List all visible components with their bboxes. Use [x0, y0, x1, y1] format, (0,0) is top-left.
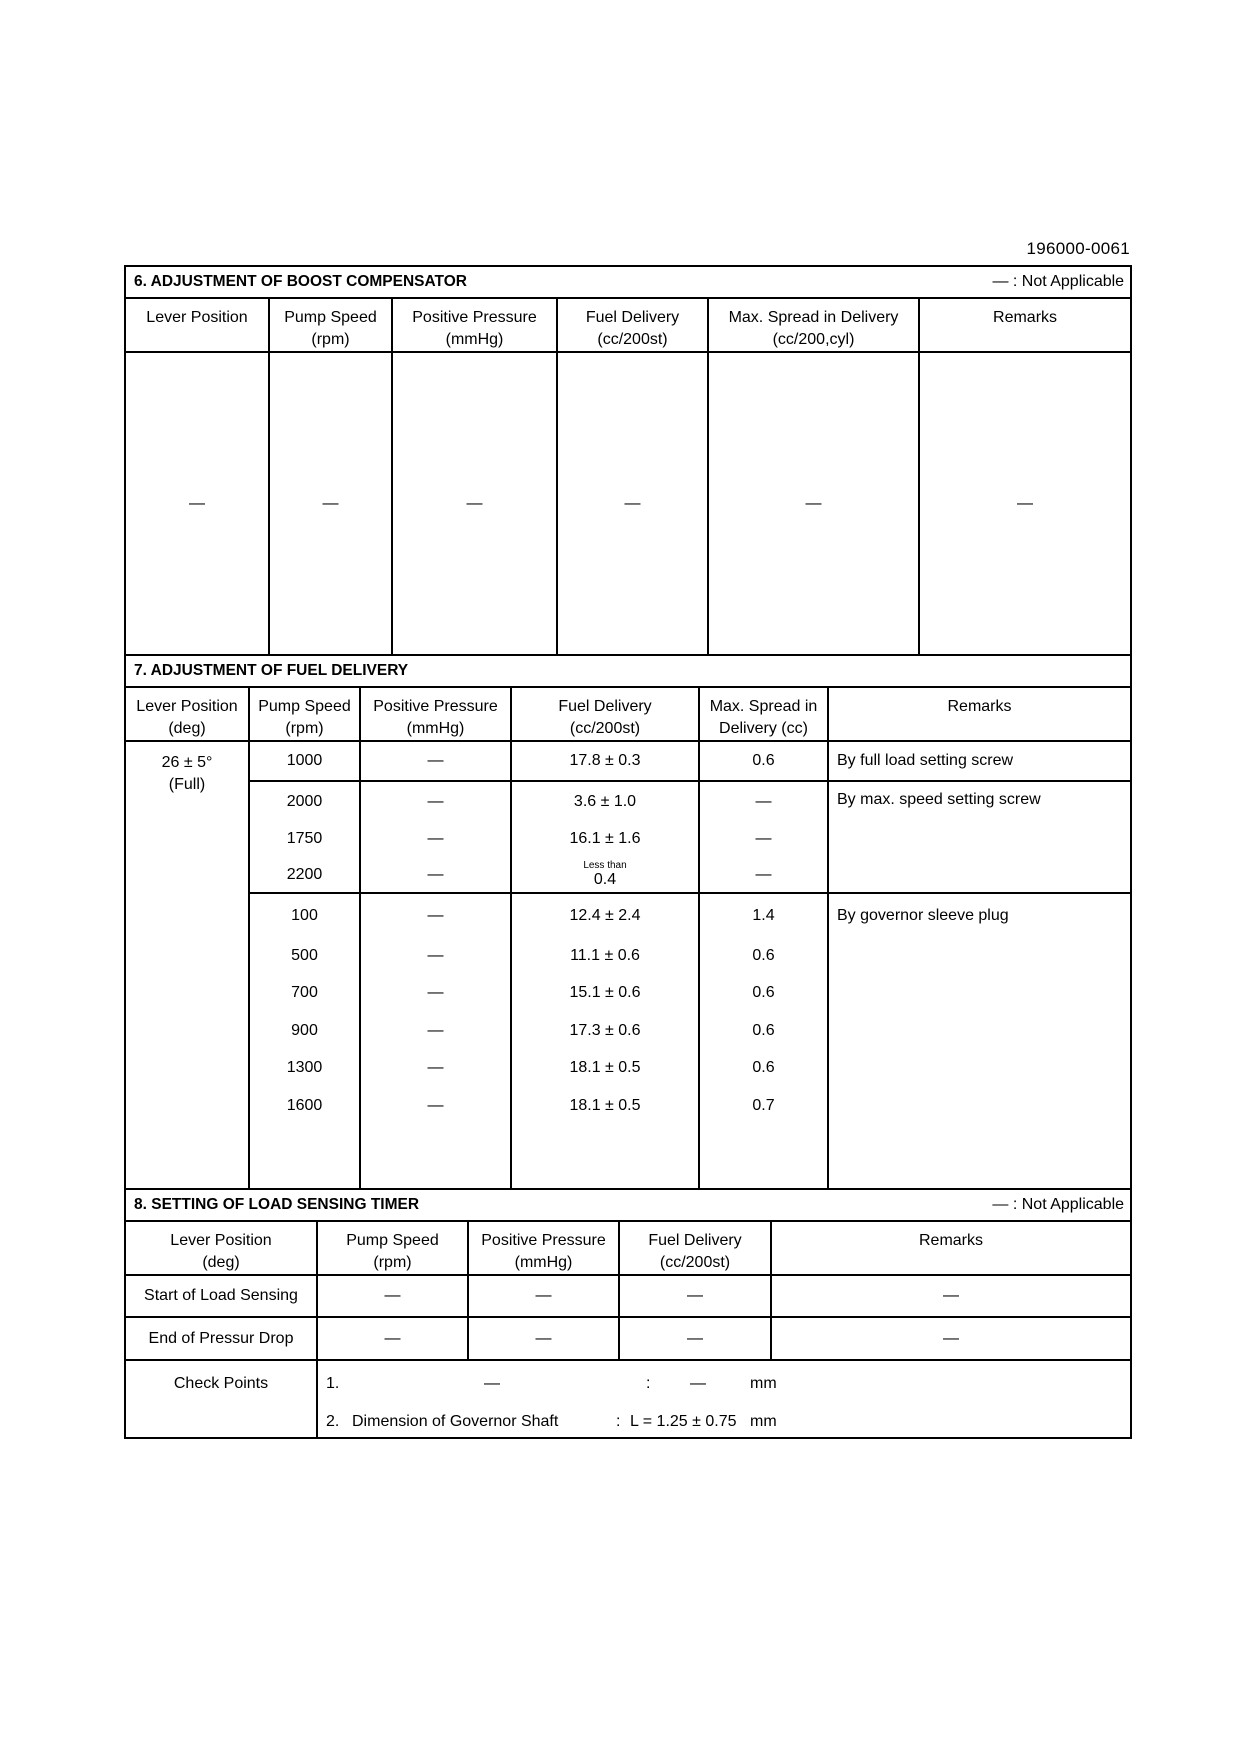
speed-value: 100	[249, 893, 360, 937]
pressure-value: —	[360, 937, 511, 974]
header-positive-pressure: Positive Pressure (mmHg)	[392, 298, 557, 352]
remark-max-speed: By max. speed setting screw	[828, 781, 1131, 893]
check-2-item: Dimension of Governor Shaft	[352, 1413, 559, 1430]
pressure-value: —	[468, 1317, 619, 1360]
cell-remarks: —	[919, 352, 1131, 655]
delivery-value: —	[619, 1275, 771, 1317]
spread-value: 0.6	[699, 741, 828, 781]
speed-value: 2000	[249, 781, 360, 821]
speed-value: 1600	[249, 1087, 360, 1189]
header-max-spread: Max. Spread in Delivery (cc/200,cyl)	[708, 298, 919, 352]
speed-value: 700	[249, 974, 360, 1012]
spread-value: 1.4	[699, 893, 828, 937]
header-lever-position: Lever Position (deg)	[125, 687, 249, 741]
delivery-value: 12.4 ± 2.4	[511, 893, 699, 937]
spread-value: —	[699, 857, 828, 893]
section-7-title	[125, 655, 1131, 687]
remark-full-load: By full load setting screw	[828, 741, 1131, 781]
header-fuel-delivery: Fuel Delivery (cc/200st)	[511, 687, 699, 741]
spec-sheet	[124, 265, 1130, 1439]
check-1-unit: mm	[750, 1375, 777, 1392]
spread-value: 0.6	[699, 1049, 828, 1087]
header-pump-speed: Pump Speed (rpm)	[249, 687, 360, 741]
delivery-value: 17.3 ± 0.6	[511, 1012, 699, 1049]
header-remarks: Remarks	[828, 687, 1131, 741]
document-number: 196000-0061	[1026, 239, 1130, 258]
section-8-title	[125, 1189, 1131, 1221]
delivery-value: 17.8 ± 0.3	[511, 741, 699, 781]
header-pump-speed: Pump Speed (rpm)	[317, 1221, 468, 1275]
speed-value: —	[317, 1275, 468, 1317]
pressure-value: —	[360, 1049, 511, 1087]
header-lever-position: Lever Position (deg)	[125, 1221, 317, 1275]
pressure-value: —	[360, 1012, 511, 1049]
pressure-value: —	[360, 1087, 511, 1189]
spread-value: —	[699, 821, 828, 857]
delivery-value: Less than 0.4	[511, 857, 699, 893]
remark-governor-sleeve: By governor sleeve plug	[828, 893, 1131, 1189]
header-remarks: Remarks	[771, 1221, 1131, 1275]
boost-compensator-table	[124, 265, 1132, 656]
pressure-value: —	[360, 821, 511, 857]
check-2-unit: mm	[750, 1413, 777, 1430]
speed-value: 500	[249, 937, 360, 974]
row-label-start-of-load-sensing: Start of Load Sensing	[125, 1275, 317, 1317]
delivery-value: 3.6 ± 1.0	[511, 781, 699, 821]
check-1-item: —	[484, 1375, 500, 1392]
section-6-title	[125, 266, 1131, 298]
not-applicable-note: — : Not Applicable	[992, 273, 1125, 290]
check-1-value: —	[690, 1375, 706, 1392]
check-points-label: Check Points	[125, 1360, 317, 1438]
pressure-value: —	[468, 1275, 619, 1317]
delivery-value: —	[619, 1317, 771, 1360]
check-2-value: L = 1.25 ± 0.75	[630, 1413, 737, 1430]
header-max-spread: Max. Spread in Delivery (cc)	[699, 687, 828, 741]
remarks-value: —	[771, 1317, 1131, 1360]
pressure-value: —	[360, 893, 511, 937]
header-positive-pressure: Positive Pressure (mmHg)	[468, 1221, 619, 1275]
speed-value: 2200	[249, 857, 360, 893]
section-6-title-text: 6. ADJUSTMENT OF BOOST COMPENSATOR	[134, 273, 467, 290]
header-pump-speed: Pump Speed (rpm)	[269, 298, 392, 352]
row-label-end-of-pressure-drop: End of Pressur Drop	[125, 1317, 317, 1360]
pressure-value: —	[360, 741, 511, 781]
header-positive-pressure: Positive Pressure (mmHg)	[360, 687, 511, 741]
delivery-value: 11.1 ± 0.6	[511, 937, 699, 974]
section-8-title-text: 8. SETTING OF LOAD SENSING TIMER	[134, 1196, 420, 1213]
spread-value: 0.6	[699, 1012, 828, 1049]
section-7-title-text: 7. ADJUSTMENT OF FUEL DELIVERY	[134, 662, 409, 679]
speed-value: —	[317, 1317, 468, 1360]
check-2-colon: :	[616, 1413, 621, 1430]
cell-pump-speed: —	[269, 352, 392, 655]
pressure-value: —	[360, 781, 511, 821]
not-applicable-note: — : Not Applicable	[992, 1196, 1125, 1213]
delivery-value: 18.1 ± 0.5	[511, 1087, 699, 1189]
cell-lever-position: —	[125, 352, 269, 655]
spread-value: —	[699, 781, 828, 821]
pressure-value: —	[360, 857, 511, 893]
check-1-number: 1.	[326, 1375, 340, 1392]
speed-value: 900	[249, 1012, 360, 1049]
check-1-colon: :	[646, 1375, 651, 1392]
cell-fuel-delivery: —	[557, 352, 708, 655]
fuel-delivery-table	[124, 654, 1132, 1190]
spread-value: 0.6	[699, 937, 828, 974]
load-sensing-timer-table	[124, 1188, 1132, 1439]
spread-value: 0.6	[699, 974, 828, 1012]
delivery-value: 15.1 ± 0.6	[511, 974, 699, 1012]
check-2-number: 2.	[326, 1413, 340, 1430]
speed-value: 1750	[249, 821, 360, 857]
header-fuel-delivery: Fuel Delivery (cc/200st)	[619, 1221, 771, 1275]
check-points-content	[317, 1360, 1131, 1438]
speed-value: 1000	[249, 741, 360, 781]
cell-positive-pressure: —	[392, 352, 557, 655]
delivery-value: 18.1 ± 0.5	[511, 1049, 699, 1087]
less-than-note: Less than	[583, 860, 627, 871]
delivery-value: 16.1 ± 1.6	[511, 821, 699, 857]
cell-max-spread: —	[708, 352, 919, 655]
spread-value: 0.7	[699, 1087, 828, 1189]
lever-position-value: 26 ± 5° (Full)	[125, 741, 249, 1189]
remarks-value: —	[771, 1275, 1131, 1317]
header-remarks: Remarks	[919, 298, 1131, 352]
speed-value: 1300	[249, 1049, 360, 1087]
header-fuel-delivery: Fuel Delivery (cc/200st)	[557, 298, 708, 352]
header-lever-position: Lever Position	[125, 298, 269, 352]
pressure-value: —	[360, 974, 511, 1012]
